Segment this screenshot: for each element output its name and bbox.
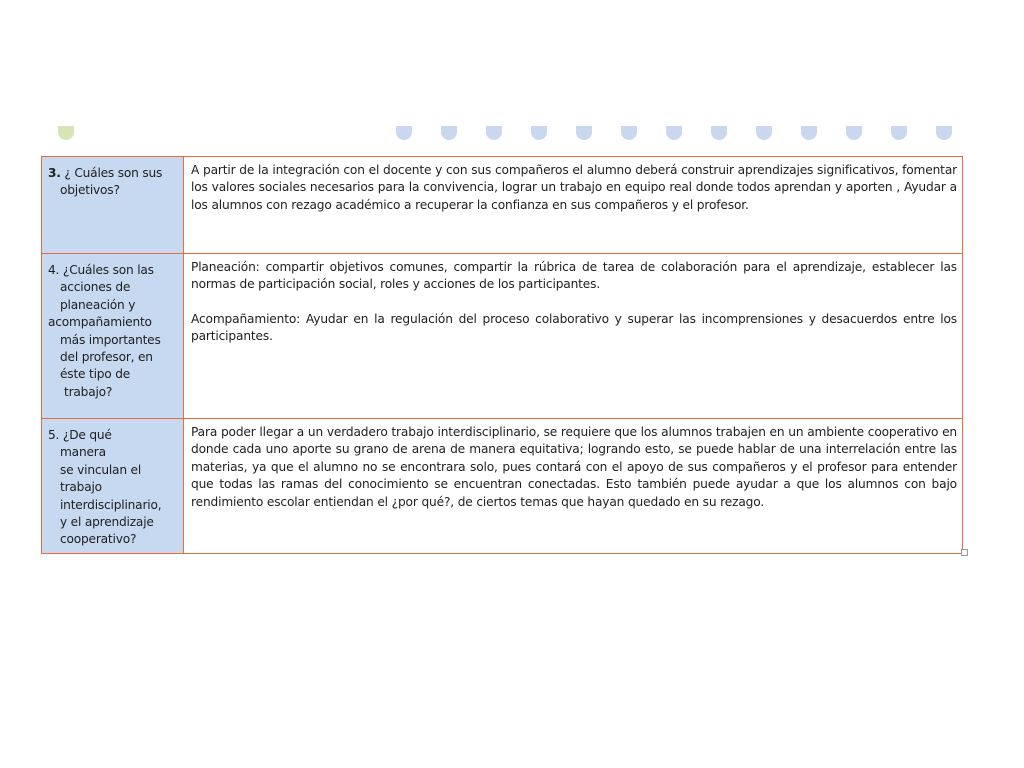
- questions-table: [41, 156, 963, 554]
- decorative-dot: [936, 126, 952, 140]
- paragraph-spacer: [191, 294, 957, 311]
- question-text: más importantes: [60, 332, 161, 347]
- question-text: ¿Cuáles son las: [62, 263, 154, 277]
- question-number: 4.: [48, 263, 60, 277]
- answer-cell: [184, 157, 963, 254]
- question-first-line: [48, 165, 179, 182]
- decorative-dot: [711, 126, 727, 140]
- question-text: acciones de: [60, 280, 131, 295]
- question-text: ¿ Cuáles son sus: [64, 166, 163, 180]
- table-end-marker: [961, 549, 968, 556]
- answer-paragraph: A partir de la integración con el docente y con sus compañeros el alumno deberá construir aprendizajes significativos, fomentar los valores sociales necesarios para la convivencia, lograr un trabajo en equipo real donde todos aprendan y aporten , Ayudar a los alumnos con rezago académico a recuperar la confianza en sus compañeros y el profesor.: [191, 163, 957, 212]
- question-text: planeación y: [60, 297, 136, 312]
- question-text: y el aprendizaje: [60, 515, 154, 530]
- decorative-dot: [891, 126, 907, 140]
- decorative-dot: [441, 126, 457, 140]
- answer-cell: [184, 419, 963, 554]
- question-cell: [42, 157, 184, 254]
- answer-paragraph: Para poder llegar a un verdadero trabajo interdisciplinario, se requiere que los alumnos trabajen en un ambiente cooperativo en donde cada uno aporte su grano de arena de manera equitativa; logrando esto, se puede hablar de una interrelación entre las materias, ya que el alumno no se encontrara solo, pues contará con el apoyo de sus compañeros y el profesor para entender que todas las ramas del conocimiento se encuentran conectadas. Esto también puede ayudar a que los alumnos con bajo rendimiento escolar entiendan el ¿por qué?, de ciertos temas que hayan quedado en su rezago.: [191, 425, 957, 509]
- question-text: interdisciplinario,: [60, 497, 162, 512]
- answer-paragraph: Planeación: compartir objetivos comunes, compartir la rúbrica de tarea de colaboración para el aprendizaje, establecer las normas de participación social, roles y acciones de los participantes.: [191, 260, 957, 292]
- decorative-dot: [666, 126, 682, 140]
- question-first-line: [48, 262, 179, 279]
- question-text: trabajo?: [64, 384, 113, 399]
- decorative-dot: [756, 126, 772, 140]
- question-cell: [42, 254, 184, 419]
- question-number: 3.: [48, 166, 61, 180]
- question-text: ¿De qué: [62, 428, 112, 442]
- decorative-dot: [396, 126, 412, 140]
- table-row: [42, 157, 963, 254]
- decorative-dot: [621, 126, 637, 140]
- question-text: acompañamiento: [48, 315, 152, 330]
- decorative-dot: [576, 126, 592, 140]
- question-text: manera: [60, 445, 106, 460]
- decorative-dot: [846, 126, 862, 140]
- decorative-dot-row: [0, 126, 1024, 150]
- question-first-line: [48, 427, 179, 444]
- question-text: del profesor, en: [60, 350, 153, 365]
- decorative-dot: [801, 126, 817, 140]
- decorative-dot: [58, 126, 74, 140]
- decorative-dot: [486, 126, 502, 140]
- decorative-dot: [531, 126, 547, 140]
- question-text: objetivos?: [60, 183, 120, 198]
- answer-cell: [184, 254, 963, 419]
- table-row: [42, 254, 963, 419]
- question-text: se vinculan el: [60, 462, 142, 477]
- question-text: cooperativo?: [60, 532, 137, 547]
- question-text: éste tipo de: [60, 367, 131, 382]
- question-cell: [42, 419, 184, 554]
- question-text: trabajo: [60, 480, 102, 495]
- answer-paragraph: Acompañamiento: Ayudar en la regulación del proceso colaborativo y superar las incomprensiones y desacuerdos entre los participantes.: [191, 311, 957, 344]
- table-row: [42, 419, 963, 554]
- question-number: 5.: [48, 428, 60, 442]
